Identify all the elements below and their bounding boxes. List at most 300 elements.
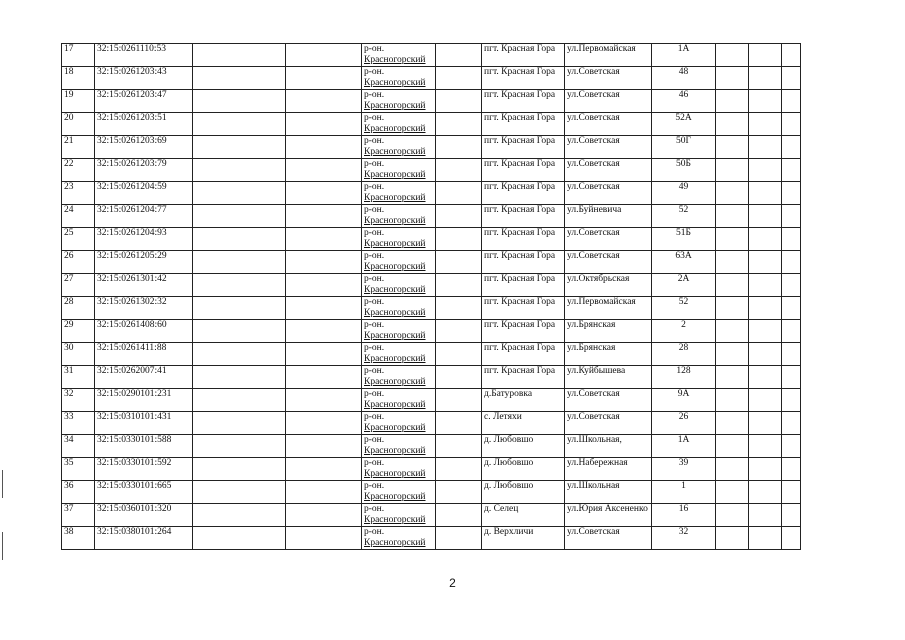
empty-cell: [193, 205, 286, 228]
empty-cell: [436, 228, 482, 251]
empty-cell: [716, 435, 749, 458]
table-row: [62, 205, 801, 228]
street-cell: ул.Советская: [565, 90, 652, 113]
district-cell: [362, 205, 436, 228]
house-number-cell: 2: [652, 320, 716, 343]
district-prefix: р-он.: [364, 136, 385, 146]
house-number-cell: 52: [652, 205, 716, 228]
district-prefix: р-он.: [364, 435, 385, 445]
empty-cell: [749, 205, 782, 228]
district-cell: [362, 343, 436, 366]
empty-cell: [782, 481, 801, 504]
cadastral-number-cell: 32:15:0380101:264: [95, 527, 193, 550]
empty-cell: [436, 44, 482, 67]
empty-cell: [749, 527, 782, 550]
settlement-cell: д. Любовшо: [482, 458, 565, 481]
street-cell: ул.Брянская: [565, 320, 652, 343]
table-row: [62, 366, 801, 389]
district-cell: [362, 182, 436, 205]
cadastral-number-cell: 32:15:0290101:231: [95, 389, 193, 412]
empty-cell: [782, 458, 801, 481]
empty-cell: [436, 67, 482, 90]
cadastral-number-cell: 32:15:0330101:588: [95, 435, 193, 458]
empty-cell: [436, 159, 482, 182]
district-prefix: р-он.: [364, 90, 385, 100]
empty-cell: [286, 274, 362, 297]
empty-cell: [749, 159, 782, 182]
house-number-cell: 28: [652, 343, 716, 366]
row-number-cell: 17: [62, 44, 95, 67]
empty-cell: [782, 228, 801, 251]
cadastral-number-cell: 32:15:0261408:60: [95, 320, 193, 343]
district-name: Красногорский: [364, 170, 426, 180]
cadastral-number-cell: 32:15:0261205:29: [95, 251, 193, 274]
table-row: [62, 527, 801, 550]
district-cell: [362, 458, 436, 481]
district-name: Красногорский: [364, 124, 426, 134]
table-row: [62, 228, 801, 251]
row-number-cell: 27: [62, 274, 95, 297]
cadastral-number-cell: 32:15:0261204:77: [95, 205, 193, 228]
empty-cell: [716, 343, 749, 366]
empty-cell: [193, 113, 286, 136]
empty-cell: [286, 182, 362, 205]
empty-cell: [716, 90, 749, 113]
empty-cell: [749, 44, 782, 67]
table-row: [62, 435, 801, 458]
empty-cell: [436, 320, 482, 343]
district-name: Красногорский: [364, 193, 426, 203]
district-cell: [362, 228, 436, 251]
district-prefix: р-он.: [364, 412, 385, 422]
cadastral-number-cell: 32:15:0330101:592: [95, 458, 193, 481]
district-cell: [362, 90, 436, 113]
street-cell: ул.Советская: [565, 113, 652, 136]
empty-cell: [749, 435, 782, 458]
settlement-cell: пгт. Красная Гора: [482, 297, 565, 320]
row-number-cell: 33: [62, 412, 95, 435]
house-number-cell: 50Г: [652, 136, 716, 159]
empty-cell: [193, 44, 286, 67]
empty-cell: [193, 458, 286, 481]
house-number-cell: 128: [652, 366, 716, 389]
district-name: Красногорский: [364, 262, 426, 272]
street-cell: ул.Брянская: [565, 343, 652, 366]
empty-cell: [782, 366, 801, 389]
settlement-cell: пгт. Красная Гора: [482, 67, 565, 90]
row-number-cell: 24: [62, 205, 95, 228]
empty-cell: [193, 297, 286, 320]
table-body: [62, 44, 801, 550]
row-number-cell: 25: [62, 228, 95, 251]
district-name: Красногорский: [364, 308, 426, 318]
district-name: Красногорский: [364, 377, 426, 387]
empty-cell: [716, 159, 749, 182]
district-cell: [362, 113, 436, 136]
empty-cell: [716, 67, 749, 90]
table-row: [62, 481, 801, 504]
house-number-cell: 9А: [652, 389, 716, 412]
table-row: [62, 389, 801, 412]
empty-cell: [782, 136, 801, 159]
empty-cell: [286, 251, 362, 274]
empty-cell: [286, 90, 362, 113]
empty-cell: [193, 274, 286, 297]
row-number-cell: 36: [62, 481, 95, 504]
district-cell: [362, 274, 436, 297]
district-prefix: р-он.: [364, 67, 385, 77]
empty-cell: [782, 343, 801, 366]
empty-cell: [436, 113, 482, 136]
street-cell: ул.Октябрьская: [565, 274, 652, 297]
empty-cell: [749, 412, 782, 435]
settlement-cell: д. Селец: [482, 504, 565, 527]
empty-cell: [782, 251, 801, 274]
empty-cell: [193, 435, 286, 458]
house-number-cell: 26: [652, 412, 716, 435]
empty-cell: [782, 412, 801, 435]
table-row: [62, 458, 801, 481]
empty-cell: [286, 527, 362, 550]
empty-cell: [716, 297, 749, 320]
empty-cell: [436, 389, 482, 412]
empty-cell: [749, 481, 782, 504]
empty-cell: [286, 113, 362, 136]
empty-cell: [193, 412, 286, 435]
table-row: [62, 44, 801, 67]
settlement-cell: пгт. Красная Гора: [482, 366, 565, 389]
empty-cell: [749, 343, 782, 366]
settlement-cell: пгт. Красная Гора: [482, 159, 565, 182]
street-cell: ул.Советская: [565, 527, 652, 550]
empty-cell: [286, 366, 362, 389]
empty-cell: [716, 44, 749, 67]
empty-cell: [193, 251, 286, 274]
empty-cell: [782, 44, 801, 67]
settlement-cell: д.Батуровка: [482, 389, 565, 412]
empty-cell: [716, 389, 749, 412]
street-cell: ул.Школьная,: [565, 435, 652, 458]
settlement-cell: пгт. Красная Гора: [482, 182, 565, 205]
district-name: Красногорский: [364, 400, 426, 410]
district-prefix: р-он.: [364, 458, 385, 468]
table-row: [62, 412, 801, 435]
empty-cell: [193, 136, 286, 159]
row-number-cell: 35: [62, 458, 95, 481]
street-cell: ул.Советская: [565, 412, 652, 435]
row-number-cell: 22: [62, 159, 95, 182]
empty-cell: [782, 320, 801, 343]
district-cell: [362, 389, 436, 412]
district-prefix: р-он.: [364, 113, 385, 123]
district-name: Красногорский: [364, 78, 426, 88]
street-cell: ул.Советская: [565, 159, 652, 182]
cadastral-number-cell: 32:15:0261204:59: [95, 182, 193, 205]
house-number-cell: 52А: [652, 113, 716, 136]
street-cell: ул.Советская: [565, 136, 652, 159]
district-name: Красногорский: [364, 354, 426, 364]
district-cell: [362, 44, 436, 67]
empty-cell: [436, 343, 482, 366]
empty-cell: [193, 228, 286, 251]
house-number-cell: 46: [652, 90, 716, 113]
street-cell: ул.Буйневича: [565, 205, 652, 228]
empty-cell: [782, 527, 801, 550]
row-number-cell: 38: [62, 527, 95, 550]
empty-cell: [286, 389, 362, 412]
empty-cell: [749, 297, 782, 320]
empty-cell: [286, 67, 362, 90]
district-name: Красногорский: [364, 101, 426, 111]
row-number-cell: 28: [62, 297, 95, 320]
house-number-cell: 2А: [652, 274, 716, 297]
empty-cell: [716, 182, 749, 205]
empty-cell: [436, 412, 482, 435]
street-cell: ул.Школьная: [565, 481, 652, 504]
table-row: [62, 67, 801, 90]
cadastral-number-cell: 32:15:0261411:88: [95, 343, 193, 366]
empty-cell: [193, 366, 286, 389]
row-number-cell: 23: [62, 182, 95, 205]
district-cell: [362, 159, 436, 182]
district-cell: [362, 481, 436, 504]
district-cell: [362, 527, 436, 550]
empty-cell: [749, 274, 782, 297]
settlement-cell: д. Любовшо: [482, 481, 565, 504]
empty-cell: [436, 182, 482, 205]
empty-cell: [716, 458, 749, 481]
district-prefix: р-он.: [364, 205, 385, 215]
empty-cell: [436, 251, 482, 274]
empty-cell: [716, 136, 749, 159]
street-cell: ул.Советская: [565, 389, 652, 412]
district-prefix: р-он.: [364, 481, 385, 491]
district-cell: [362, 504, 436, 527]
settlement-cell: пгт. Красная Гора: [482, 320, 565, 343]
empty-cell: [782, 274, 801, 297]
settlement-cell: пгт. Красная Гора: [482, 228, 565, 251]
street-cell: ул.Советская: [565, 182, 652, 205]
table-row: [62, 504, 801, 527]
district-name: Красногорский: [364, 331, 426, 341]
empty-cell: [436, 136, 482, 159]
empty-cell: [286, 343, 362, 366]
empty-cell: [193, 90, 286, 113]
empty-cell: [749, 182, 782, 205]
settlement-cell: с. Летяхи: [482, 412, 565, 435]
district-prefix: р-он.: [364, 343, 385, 353]
cadastral-number-cell: 32:15:0261301:42: [95, 274, 193, 297]
district-cell: [362, 412, 436, 435]
empty-cell: [436, 297, 482, 320]
table-row: [62, 320, 801, 343]
empty-cell: [286, 205, 362, 228]
row-number-cell: 31: [62, 366, 95, 389]
empty-cell: [193, 389, 286, 412]
cadastral-number-cell: 32:15:0360101:320: [95, 504, 193, 527]
empty-cell: [286, 320, 362, 343]
district-name: Красногорский: [364, 55, 426, 65]
settlement-cell: пгт. Красная Гора: [482, 274, 565, 297]
table-row: [62, 182, 801, 205]
district-cell: [362, 320, 436, 343]
empty-cell: [286, 435, 362, 458]
district-cell: [362, 251, 436, 274]
district-prefix: р-он.: [364, 251, 385, 261]
empty-cell: [782, 159, 801, 182]
empty-cell: [749, 251, 782, 274]
row-number-cell: 19: [62, 90, 95, 113]
row-number-cell: 30: [62, 343, 95, 366]
street-cell: ул.Юрия Аксененко: [565, 504, 652, 527]
cadastral-number-cell: 32:15:0261203:69: [95, 136, 193, 159]
table-row: [62, 90, 801, 113]
row-number-cell: 37: [62, 504, 95, 527]
empty-cell: [193, 67, 286, 90]
cadastral-number-cell: 32:15:0261302:32: [95, 297, 193, 320]
table-row: [62, 136, 801, 159]
empty-cell: [716, 412, 749, 435]
empty-cell: [749, 67, 782, 90]
empty-cell: [716, 481, 749, 504]
empty-cell: [749, 113, 782, 136]
house-number-cell: 51Б: [652, 228, 716, 251]
scan-margin-mark: [2, 470, 3, 498]
row-number-cell: 18: [62, 67, 95, 90]
empty-cell: [782, 90, 801, 113]
empty-cell: [716, 251, 749, 274]
empty-cell: [436, 481, 482, 504]
district-name: Красногорский: [364, 446, 426, 456]
cadastral-number-cell: 32:15:0261203:79: [95, 159, 193, 182]
empty-cell: [193, 481, 286, 504]
empty-cell: [286, 159, 362, 182]
district-name: Красногорский: [364, 469, 426, 479]
empty-cell: [749, 136, 782, 159]
district-prefix: р-он.: [364, 274, 385, 284]
house-number-cell: 52: [652, 297, 716, 320]
empty-cell: [286, 297, 362, 320]
house-number-cell: 16: [652, 504, 716, 527]
cadastral-number-cell: 32:15:0330101:665: [95, 481, 193, 504]
empty-cell: [782, 504, 801, 527]
empty-cell: [716, 113, 749, 136]
row-number-cell: 29: [62, 320, 95, 343]
street-cell: ул.Советская: [565, 228, 652, 251]
settlement-cell: пгт. Красная Гора: [482, 113, 565, 136]
settlement-cell: пгт. Красная Гора: [482, 343, 565, 366]
row-number-cell: 26: [62, 251, 95, 274]
street-cell: ул.Советская: [565, 67, 652, 90]
empty-cell: [286, 44, 362, 67]
empty-cell: [436, 504, 482, 527]
cadastral-number-cell: 32:15:0261203:43: [95, 67, 193, 90]
district-prefix: р-он.: [364, 320, 385, 330]
row-number-cell: 32: [62, 389, 95, 412]
district-prefix: р-он.: [364, 527, 385, 537]
empty-cell: [436, 435, 482, 458]
empty-cell: [749, 389, 782, 412]
empty-cell: [782, 67, 801, 90]
district-name: Красногорский: [364, 147, 426, 157]
settlement-cell: д. Любовшо: [482, 435, 565, 458]
house-number-cell: 1: [652, 481, 716, 504]
empty-cell: [286, 228, 362, 251]
district-name: Красногорский: [364, 216, 426, 226]
empty-cell: [286, 504, 362, 527]
empty-cell: [749, 90, 782, 113]
settlement-cell: пгт. Красная Гора: [482, 90, 565, 113]
empty-cell: [716, 366, 749, 389]
district-name: Красногорский: [364, 515, 426, 525]
cadastral-number-cell: 32:15:0261204:93: [95, 228, 193, 251]
row-number-cell: 20: [62, 113, 95, 136]
street-cell: ул.Первомайская: [565, 44, 652, 67]
table-row: [62, 159, 801, 182]
house-number-cell: 32: [652, 527, 716, 550]
house-number-cell: 50Б: [652, 159, 716, 182]
district-prefix: р-он.: [364, 182, 385, 192]
row-number-cell: 34: [62, 435, 95, 458]
empty-cell: [716, 527, 749, 550]
cadastral-number-cell: 32:15:0261203:47: [95, 90, 193, 113]
empty-cell: [193, 320, 286, 343]
row-number-cell: 21: [62, 136, 95, 159]
page-number: 2: [449, 576, 456, 590]
empty-cell: [782, 435, 801, 458]
empty-cell: [436, 366, 482, 389]
house-number-cell: 1А: [652, 435, 716, 458]
house-number-cell: 49: [652, 182, 716, 205]
street-cell: ул.Советская: [565, 251, 652, 274]
empty-cell: [716, 228, 749, 251]
settlement-cell: пгт. Красная Гора: [482, 44, 565, 67]
empty-cell: [749, 504, 782, 527]
cadastral-number-cell: 32:15:0310101:431: [95, 412, 193, 435]
settlement-cell: пгт. Красная Гора: [482, 205, 565, 228]
district-cell: [362, 297, 436, 320]
empty-cell: [716, 274, 749, 297]
street-cell: ул.Куйбышева: [565, 366, 652, 389]
property-register-table: [61, 43, 801, 550]
empty-cell: [436, 205, 482, 228]
empty-cell: [716, 205, 749, 228]
house-number-cell: 1А: [652, 44, 716, 67]
empty-cell: [436, 458, 482, 481]
district-prefix: р-он.: [364, 159, 385, 169]
settlement-cell: пгт. Красная Гора: [482, 136, 565, 159]
empty-cell: [436, 90, 482, 113]
empty-cell: [193, 527, 286, 550]
settlement-cell: пгт. Красная Гора: [482, 251, 565, 274]
settlement-cell: д. Верхличи: [482, 527, 565, 550]
district-name: Красногорский: [364, 239, 426, 249]
empty-cell: [193, 182, 286, 205]
empty-cell: [286, 481, 362, 504]
district-name: Красногорский: [364, 423, 426, 433]
empty-cell: [782, 389, 801, 412]
district-prefix: р-он.: [364, 389, 385, 399]
table-row: [62, 343, 801, 366]
district-name: Красногорский: [364, 285, 426, 295]
house-number-cell: 48: [652, 67, 716, 90]
district-prefix: р-он.: [364, 366, 385, 376]
district-prefix: р-он.: [364, 297, 385, 307]
empty-cell: [286, 412, 362, 435]
district-cell: [362, 366, 436, 389]
street-cell: ул.Первомайская: [565, 297, 652, 320]
table-row: [62, 113, 801, 136]
